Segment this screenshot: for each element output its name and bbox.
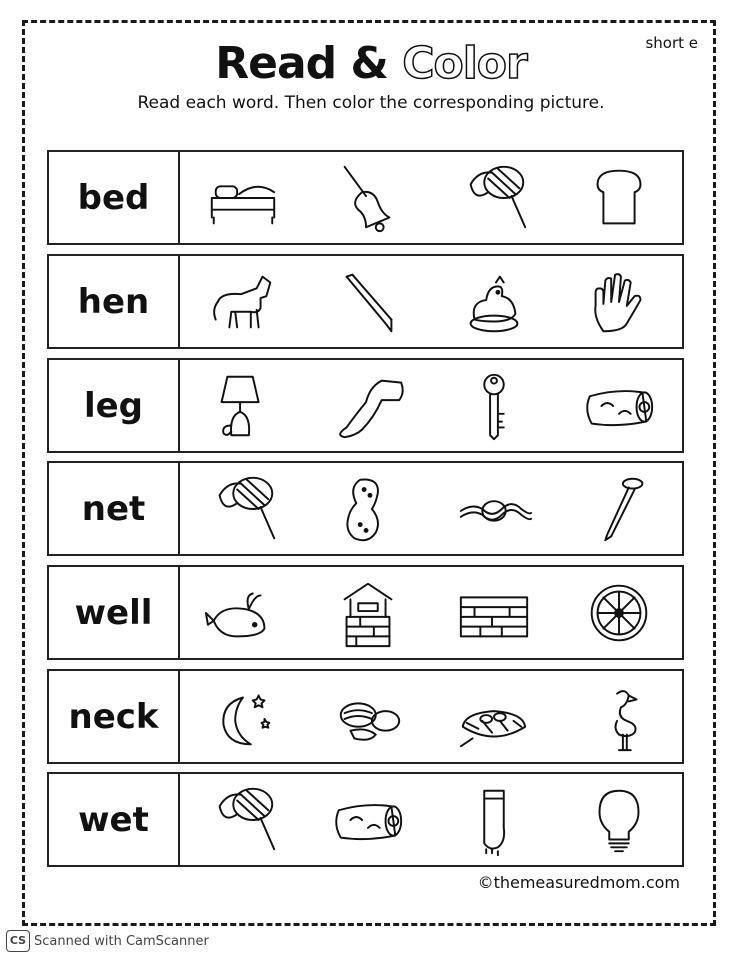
picture-choices xyxy=(180,567,682,658)
instructions: Read each word. Then color the corresponding picture. xyxy=(137,93,605,113)
picture-choices xyxy=(180,774,682,865)
log-icon[interactable] xyxy=(573,364,665,448)
scanner-watermark xyxy=(6,930,209,952)
nuts-icon[interactable] xyxy=(322,675,414,759)
picture-choices xyxy=(180,360,682,451)
wet-sock-icon[interactable] xyxy=(448,778,540,862)
bread-icon[interactable] xyxy=(573,156,665,240)
nail-icon[interactable] xyxy=(573,467,665,551)
phonics-tag: short e xyxy=(645,34,698,52)
word-row xyxy=(47,358,684,453)
pen-icon[interactable] xyxy=(322,260,414,344)
peanut-icon[interactable] xyxy=(322,467,414,551)
flamingo-icon[interactable] xyxy=(573,675,665,759)
horse-icon[interactable] xyxy=(197,260,289,344)
title-read: Read & xyxy=(215,38,388,89)
picture-choices xyxy=(180,671,682,762)
lamp-icon[interactable] xyxy=(197,364,289,448)
knot-icon[interactable] xyxy=(448,467,540,551)
word-row xyxy=(47,669,684,764)
leg-icon[interactable] xyxy=(322,364,414,448)
word-row xyxy=(47,254,684,349)
word-row xyxy=(47,150,684,245)
page-title xyxy=(0,36,742,92)
log-icon[interactable] xyxy=(322,778,414,862)
scanner-text: Scanned with CamScanner xyxy=(34,933,209,949)
title-color: Color xyxy=(402,38,527,89)
word-label: wet xyxy=(49,774,180,865)
word-label: bed xyxy=(49,152,180,243)
moon-icon[interactable] xyxy=(197,675,289,759)
copyright-credit: ©themeasuredmom.com xyxy=(477,873,680,892)
bell-icon[interactable] xyxy=(322,156,414,240)
butterfly-net-icon[interactable] xyxy=(197,778,289,862)
word-row xyxy=(47,565,684,660)
picture-choices xyxy=(180,463,682,554)
light-bulb-icon[interactable] xyxy=(573,778,665,862)
word-label: hen xyxy=(49,256,180,347)
word-label: net xyxy=(49,463,180,554)
wall-icon[interactable] xyxy=(448,571,540,655)
key-icon[interactable] xyxy=(448,364,540,448)
word-label: neck xyxy=(49,671,180,762)
butterfly-net-icon[interactable] xyxy=(448,156,540,240)
picture-choices xyxy=(180,152,682,243)
word-label: well xyxy=(49,567,180,658)
butterfly-net-icon[interactable] xyxy=(197,467,289,551)
word-label: leg xyxy=(49,360,180,451)
word-row xyxy=(47,461,684,556)
bed-icon[interactable] xyxy=(197,156,289,240)
whale-icon[interactable] xyxy=(197,571,289,655)
word-row xyxy=(47,772,684,867)
camscanner-logo: CS xyxy=(6,930,30,952)
hand-icon[interactable] xyxy=(573,260,665,344)
wheel-icon[interactable] xyxy=(573,571,665,655)
picture-choices xyxy=(180,256,682,347)
well-icon[interactable] xyxy=(322,571,414,655)
hen-icon[interactable] xyxy=(448,260,540,344)
nest-icon[interactable] xyxy=(448,675,540,759)
